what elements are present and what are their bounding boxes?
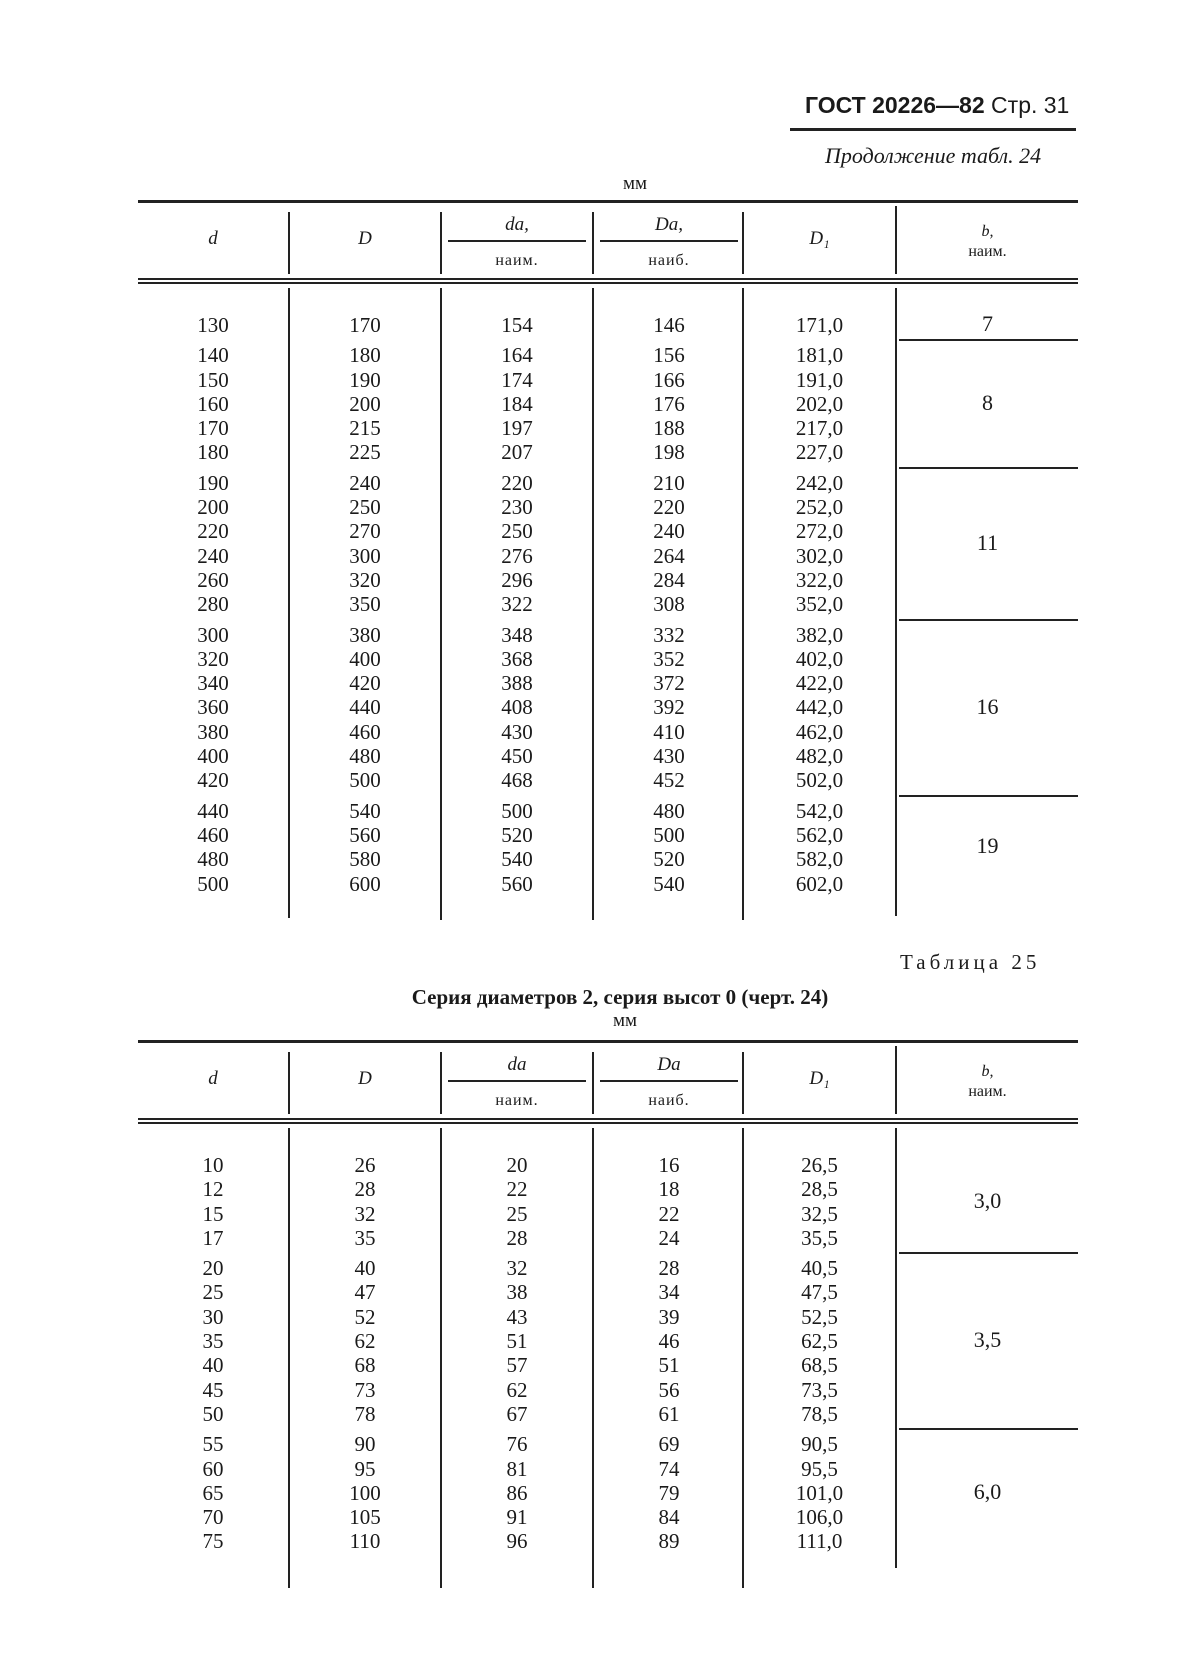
table-cell: 130 — [197, 313, 229, 337]
table-cell: 582,0 — [795, 847, 844, 872]
col-da-header: dа, — [505, 214, 529, 235]
table-cell: 542,0 — [795, 798, 844, 823]
table-cell: 10 — [202, 1153, 224, 1177]
t25-col-D-header: D — [358, 1068, 372, 1089]
table-cell: 91 — [506, 1505, 528, 1530]
table-cell: 562,0 — [795, 822, 844, 847]
t25-col-D1-header: D₁ — [809, 1068, 830, 1089]
table-cell: 90 — [354, 1432, 376, 1457]
table-cell: 197 — [501, 416, 533, 441]
table-cell: 392 — [653, 695, 685, 720]
table-cell: 430 — [501, 719, 533, 744]
table-cell: 90,5 — [801, 1432, 838, 1457]
b-value: 6,0 — [973, 1479, 1002, 1505]
t25-col-da-header: dа — [507, 1054, 527, 1075]
table-cell: 171,0 — [795, 313, 844, 337]
table-cell: 420 — [197, 768, 229, 793]
table-cell: 340 — [197, 671, 229, 696]
table-cell: 150 — [197, 367, 229, 392]
table-cell: 100 — [349, 1480, 381, 1505]
table-cell: 15 — [202, 1201, 224, 1226]
gost-number: ГОСТ 20226—82 — [805, 92, 985, 118]
table-cell: 352,0 — [795, 592, 844, 617]
col-b-header: b, наим. — [968, 223, 1007, 260]
table25-header-rule — [138, 1118, 1078, 1124]
table-cell: 520 — [653, 847, 685, 872]
table-cell: 25 — [202, 1280, 224, 1305]
table-cell: 217,0 — [795, 416, 844, 441]
table-cell: 180 — [349, 343, 381, 368]
table-cell: 240 — [653, 519, 685, 544]
table-cell: 270 — [349, 519, 381, 544]
t24-col-D1 — [744, 313, 895, 896]
table-cell: 68,5 — [801, 1353, 838, 1378]
table-cell: 70 — [202, 1505, 224, 1530]
table-cell: 52,5 — [801, 1304, 838, 1329]
table-cell: 190 — [349, 367, 381, 392]
b-group-separator — [899, 1428, 1078, 1430]
table-cell: 156 — [653, 343, 685, 368]
table-cell: 400 — [197, 744, 229, 769]
table-cell: 32 — [506, 1256, 528, 1281]
table-cell: 272,0 — [795, 519, 844, 544]
b-group-separator — [899, 339, 1078, 341]
table-cell: 47,5 — [801, 1280, 838, 1305]
t24-col-Da — [594, 313, 744, 896]
b-value: 8 — [982, 390, 993, 416]
table-cell: 78,5 — [801, 1401, 838, 1426]
table-cell: 96 — [506, 1529, 528, 1554]
table-cell: 602,0 — [795, 871, 844, 896]
table-cell: 160 — [197, 391, 229, 416]
table-cell: 86 — [506, 1480, 528, 1505]
table-cell: 106,0 — [795, 1505, 844, 1530]
table-cell: 420 — [349, 671, 381, 696]
col-D-header: D — [358, 228, 372, 249]
table-cell: 176 — [653, 391, 685, 416]
table-cell: 95,5 — [801, 1456, 838, 1481]
table-cell: 320 — [349, 567, 381, 592]
table-cell: 60 — [202, 1456, 224, 1481]
t24-col-da — [442, 313, 592, 896]
table-cell: 45 — [202, 1377, 224, 1402]
table-cell: 38 — [506, 1280, 528, 1305]
table-cell: 500 — [653, 822, 685, 847]
table-cell: 215 — [349, 416, 381, 441]
table-cell: 16 — [658, 1153, 680, 1177]
table-cell: 520 — [501, 822, 533, 847]
table24-unit: мм — [622, 173, 648, 194]
table-cell: 84 — [658, 1505, 680, 1530]
table-cell: 57 — [506, 1353, 528, 1378]
table-cell: 28 — [658, 1256, 680, 1281]
table-cell: 67 — [506, 1401, 528, 1426]
table-cell: 12 — [202, 1177, 224, 1202]
table-cell: 200 — [197, 495, 229, 520]
table-cell: 368 — [501, 646, 533, 671]
table-cell: 462,0 — [795, 719, 844, 744]
table-25 — [138, 1040, 1078, 1600]
table-cell: 500 — [501, 798, 533, 823]
table-cell: 450 — [501, 744, 533, 769]
table-cell: 166 — [653, 367, 685, 392]
table-cell: 26 — [354, 1153, 376, 1177]
table-cell: 430 — [653, 744, 685, 769]
table-cell: 480 — [653, 798, 685, 823]
table-cell: 400 — [349, 646, 381, 671]
table-cell: 40,5 — [801, 1256, 838, 1281]
table-cell: 75 — [202, 1529, 224, 1554]
table-cell: 348 — [501, 622, 533, 647]
continuation-label: Продолжение табл. 24 — [825, 143, 1042, 168]
table-cell: 360 — [197, 695, 229, 720]
t25-col-da-sub: наим. — [495, 1092, 539, 1109]
table-cell: 300 — [197, 622, 229, 647]
table-24 — [138, 200, 1078, 920]
col-d-header: d — [208, 228, 218, 249]
table-cell: 276 — [501, 543, 533, 568]
table-cell: 78 — [354, 1401, 376, 1426]
table-cell: 22 — [658, 1201, 680, 1226]
table-cell: 26,5 — [801, 1153, 838, 1177]
t25-col-D1 — [744, 1153, 895, 1554]
col-Da-sub: наиб. — [648, 252, 690, 269]
table-cell: 188 — [653, 416, 685, 441]
table25-top-rule — [138, 1040, 1078, 1043]
table-cell: 146 — [653, 313, 685, 337]
table-cell: 40 — [202, 1353, 224, 1378]
table-cell: 62 — [506, 1377, 528, 1402]
table-cell: 540 — [653, 871, 685, 896]
t25-col-da — [442, 1153, 592, 1554]
table-cell: 207 — [501, 440, 533, 465]
table-cell: 170 — [349, 313, 381, 337]
table-cell: 22 — [506, 1177, 528, 1202]
table-cell: 55 — [202, 1432, 224, 1457]
table-cell: 402,0 — [795, 646, 844, 671]
col-D1-header: D₁ — [809, 228, 830, 249]
table-cell: 35 — [202, 1329, 224, 1354]
b-value: 7 — [982, 311, 993, 337]
table-cell: 180 — [197, 440, 229, 465]
b-group-separator — [899, 1252, 1078, 1254]
table-cell: 300 — [349, 543, 381, 568]
table-cell: 69 — [658, 1432, 680, 1457]
table-cell: 62 — [354, 1329, 376, 1354]
table-cell: 105 — [349, 1505, 381, 1530]
table25-unit: мм — [612, 1010, 638, 1031]
b-value: 3,0 — [973, 1187, 1002, 1213]
table-cell: 52 — [354, 1304, 376, 1329]
table-cell: 380 — [349, 622, 381, 647]
table-cell: 68 — [354, 1353, 376, 1378]
table-cell: 28 — [354, 1177, 376, 1202]
t25-col-b-header: b, наим. — [968, 1063, 1007, 1100]
table-cell: 240 — [349, 470, 381, 495]
table-cell: 20 — [202, 1256, 224, 1281]
table-cell: 540 — [501, 847, 533, 872]
table-cell: 240 — [197, 543, 229, 568]
b-value: 19 — [976, 833, 999, 859]
table-cell: 280 — [197, 592, 229, 617]
table-cell: 410 — [653, 719, 685, 744]
table-cell: 170 — [197, 416, 229, 441]
table-cell: 220 — [197, 519, 229, 544]
table-cell: 502,0 — [795, 768, 844, 793]
table-cell: 111,0 — [796, 1529, 843, 1554]
table-cell: 101,0 — [795, 1480, 844, 1505]
table-cell: 560 — [501, 871, 533, 896]
col-da-sub: наим. — [495, 252, 539, 269]
table-cell: 184 — [501, 391, 533, 416]
table-cell: 181,0 — [795, 343, 844, 368]
table-cell: 210 — [653, 470, 685, 495]
table-cell: 18 — [658, 1177, 680, 1202]
table-cell: 76 — [506, 1432, 528, 1457]
table-cell: 320 — [197, 646, 229, 671]
page-number: Стр. 31 — [991, 92, 1070, 118]
table-cell: 30 — [202, 1304, 224, 1329]
table-cell: 468 — [501, 768, 533, 793]
table-cell: 24 — [658, 1225, 680, 1250]
t25-col-D — [290, 1153, 440, 1554]
t25-col-Da — [594, 1153, 744, 1554]
table-cell: 62,5 — [801, 1329, 838, 1354]
table-cell: 34 — [658, 1280, 680, 1305]
table-cell: 198 — [653, 440, 685, 465]
table-cell: 480 — [349, 744, 381, 769]
table-cell: 460 — [349, 719, 381, 744]
table-cell: 580 — [349, 847, 381, 872]
page-header — [805, 92, 1069, 119]
header-rule — [790, 128, 1076, 131]
b-group-separator — [899, 795, 1078, 797]
table-cell: 388 — [501, 671, 533, 696]
table24-top-rule — [138, 200, 1078, 203]
table-cell: 17 — [202, 1225, 224, 1250]
table-cell: 154 — [501, 313, 533, 337]
t25-col-d-header: d — [208, 1068, 218, 1089]
t25-col-d — [138, 1153, 288, 1554]
table-cell: 140 — [197, 343, 229, 368]
table-cell: 73 — [354, 1377, 376, 1402]
table-cell: 20 — [506, 1153, 528, 1177]
table-cell: 332 — [653, 622, 685, 647]
t25-col-Da-sub: наиб. — [648, 1092, 690, 1109]
table24-header-rule — [138, 278, 1078, 284]
table-cell: 51 — [658, 1353, 680, 1378]
table-cell: 227,0 — [795, 440, 844, 465]
table-cell: 500 — [197, 871, 229, 896]
table-cell: 32,5 — [801, 1201, 838, 1226]
table-cell: 65 — [202, 1480, 224, 1505]
table-cell: 40 — [354, 1256, 376, 1281]
table-cell: 322,0 — [795, 567, 844, 592]
table-cell: 350 — [349, 592, 381, 617]
table-cell: 302,0 — [795, 543, 844, 568]
table-cell: 61 — [658, 1401, 680, 1426]
table-cell: 95 — [354, 1456, 376, 1481]
table-cell: 89 — [658, 1529, 680, 1554]
table-cell: 264 — [653, 543, 685, 568]
table-cell: 250 — [349, 495, 381, 520]
table-cell: 352 — [653, 646, 685, 671]
table-cell: 47 — [354, 1280, 376, 1305]
table-cell: 440 — [197, 798, 229, 823]
table-cell: 460 — [197, 822, 229, 847]
table-cell: 174 — [501, 367, 533, 392]
table-cell: 39 — [658, 1304, 680, 1329]
table-cell: 202,0 — [795, 391, 844, 416]
b-value: 3,5 — [973, 1327, 1002, 1353]
table-cell: 372 — [653, 671, 685, 696]
table-cell: 220 — [653, 495, 685, 520]
col-Da-header: Dа, — [655, 214, 683, 235]
table-cell: 25 — [506, 1201, 528, 1226]
table-cell: 296 — [501, 567, 533, 592]
table-cell: 225 — [349, 440, 381, 465]
table-cell: 200 — [349, 391, 381, 416]
b-group-separator — [899, 467, 1078, 469]
table-cell: 110 — [349, 1529, 381, 1554]
table-cell: 242,0 — [795, 470, 844, 495]
table-cell: 51 — [506, 1329, 528, 1354]
table-cell: 32 — [354, 1201, 376, 1226]
table-cell: 73,5 — [801, 1377, 838, 1402]
table-cell: 422,0 — [795, 671, 844, 696]
t25-col-Da-header: Dа — [657, 1054, 681, 1075]
table-cell: 50 — [202, 1401, 224, 1426]
table-cell: 442,0 — [795, 695, 844, 720]
table-cell: 600 — [349, 871, 381, 896]
t24-col-d — [138, 313, 288, 896]
table-cell: 408 — [501, 695, 533, 720]
table-cell: 308 — [653, 592, 685, 617]
table-cell: 79 — [658, 1480, 680, 1505]
table-cell: 190 — [197, 470, 229, 495]
table-cell: 500 — [349, 768, 381, 793]
table-cell: 81 — [506, 1456, 528, 1481]
table-cell: 250 — [501, 519, 533, 544]
table-cell: 43 — [506, 1304, 528, 1329]
b-value: 16 — [976, 693, 999, 719]
b-group-separator — [899, 619, 1078, 621]
table-cell: 35,5 — [801, 1225, 838, 1250]
table-cell: 540 — [349, 798, 381, 823]
table-cell: 164 — [501, 343, 533, 368]
table-cell: 230 — [501, 495, 533, 520]
table-cell: 452 — [653, 768, 685, 793]
table-cell: 382,0 — [795, 622, 844, 647]
table-cell: 46 — [658, 1329, 680, 1354]
table-cell: 260 — [197, 567, 229, 592]
table-cell: 35 — [354, 1225, 376, 1250]
table-cell: 252,0 — [795, 495, 844, 520]
table-cell: 28 — [506, 1225, 528, 1250]
table-cell: 284 — [653, 567, 685, 592]
b-value: 11 — [976, 529, 999, 555]
table-cell: 56 — [658, 1377, 680, 1402]
t24-col-D — [290, 313, 440, 896]
table25-label: Таблица 25 — [900, 950, 1041, 974]
table-cell: 560 — [349, 822, 381, 847]
table-cell: 74 — [658, 1456, 680, 1481]
table-cell: 191,0 — [795, 367, 844, 392]
table-cell: 480 — [197, 847, 229, 872]
table-cell: 440 — [349, 695, 381, 720]
table-cell: 482,0 — [795, 744, 844, 769]
table-cell: 380 — [197, 719, 229, 744]
table-cell: 220 — [501, 470, 533, 495]
table-cell: 322 — [501, 592, 533, 617]
table-cell: 28,5 — [801, 1177, 838, 1202]
table25-title: Серия диаметров 2, серия высот 0 (черт. 24) — [411, 985, 829, 1009]
